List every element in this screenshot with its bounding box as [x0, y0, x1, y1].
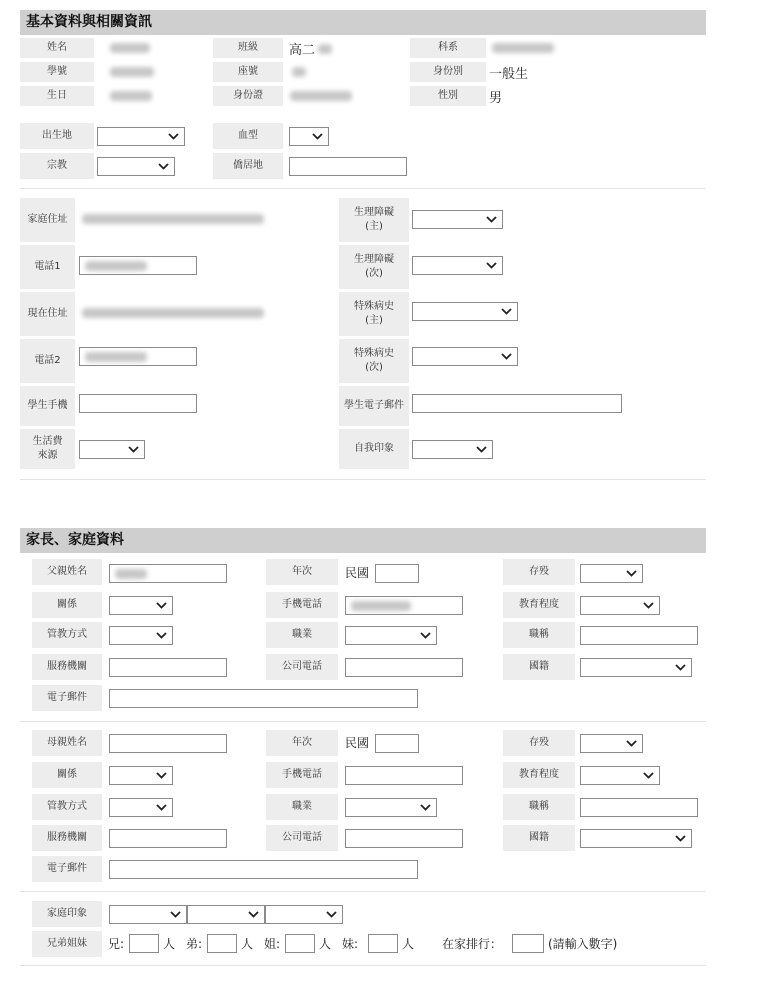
elder-sister-input[interactable] [285, 934, 315, 953]
chevron-down-icon [157, 158, 169, 175]
father-year-label: 年次 [266, 559, 338, 585]
father-company-phone-label: 公司電話 [266, 654, 338, 680]
home-address-value [82, 214, 264, 224]
identity-label: 身份別 [410, 62, 486, 82]
chevron-down-icon [325, 906, 337, 923]
younger-brother-input[interactable] [207, 934, 237, 953]
mother-job-title-input[interactable] [580, 798, 698, 817]
mother-relation-select[interactable] [109, 766, 173, 785]
disease-sub-label: 特殊病史(次) [339, 339, 409, 383]
family-section-title: 家長、家庭資料 [20, 528, 706, 553]
mother-name-input[interactable] [109, 734, 227, 753]
phone2-label: 電話2 [20, 339, 75, 383]
phone1-label: 電話1 [20, 245, 75, 289]
elder-brother-input[interactable] [129, 934, 159, 953]
class-number-value [318, 44, 332, 54]
birth-order-input[interactable] [512, 934, 544, 953]
father-nationality-label: 國籍 [503, 654, 575, 680]
birth-order-label: 在家排行： [442, 937, 503, 951]
divider [20, 891, 706, 892]
residence-input[interactable] [289, 157, 407, 176]
home-address-label: 家庭住址 [20, 198, 75, 242]
mother-employer-label: 服務機關 [32, 825, 102, 851]
chevron-down-icon [311, 128, 323, 145]
younger-sister-input[interactable] [368, 934, 398, 953]
father-year-input[interactable] [375, 564, 419, 583]
mother-email-input[interactable] [109, 860, 418, 879]
father-email-input[interactable] [109, 689, 418, 708]
father-alive-label: 存殁 [503, 559, 575, 585]
chevron-down-icon [169, 906, 181, 923]
chevron-down-icon [485, 257, 497, 274]
chevron-down-icon [155, 767, 167, 784]
father-job-select[interactable] [345, 626, 437, 645]
father-discipline-select[interactable] [109, 626, 173, 645]
chevron-down-icon [485, 211, 497, 228]
younger-brother-unit: 人 [241, 937, 254, 951]
mother-year-input[interactable] [375, 734, 419, 753]
father-relation-select[interactable] [109, 596, 173, 615]
chevron-down-icon [167, 128, 179, 145]
father-employer-input[interactable] [109, 658, 227, 677]
father-relation-label: 關係 [32, 592, 102, 618]
self-image-label: 自我印象 [339, 429, 409, 469]
student-id-value [110, 67, 154, 77]
mobile-input[interactable] [79, 394, 197, 413]
chevron-down-icon [500, 303, 512, 320]
father-year-prefix: 民國 [345, 566, 370, 580]
chevron-down-icon [155, 627, 167, 644]
blood-type-select[interactable] [289, 127, 329, 146]
chevron-down-icon [674, 659, 686, 676]
id-card-label: 身份證 [213, 86, 283, 106]
mother-job-title-label: 職稱 [503, 794, 575, 820]
chevron-down-icon [674, 830, 686, 847]
mobile-label: 學生手機 [20, 386, 75, 426]
younger-brother-label: 弟: [186, 937, 203, 951]
father-alive-select[interactable] [580, 564, 643, 583]
chevron-down-icon [475, 441, 487, 458]
family-image-select-1[interactable] [109, 905, 187, 924]
father-company-phone-input[interactable] [345, 658, 463, 677]
siblings-label: 兄弟姐妹 [32, 931, 102, 957]
gender-label: 性別 [410, 86, 486, 106]
phone2-input[interactable] [79, 347, 197, 366]
mother-year-prefix: 民國 [345, 736, 370, 750]
father-mobile-label: 手機電話 [266, 592, 338, 618]
elder-sister-label: 姐: [264, 937, 281, 951]
chevron-down-icon [500, 348, 512, 365]
divider [20, 965, 706, 966]
mother-alive-label: 存殁 [503, 730, 575, 756]
chevron-down-icon [642, 767, 654, 784]
mother-year-label: 年次 [266, 730, 338, 756]
chevron-down-icon [419, 799, 431, 816]
mother-nationality-select[interactable] [580, 829, 692, 848]
father-mobile-value [351, 601, 411, 611]
birth-order-hint: (請輸入數字) [548, 937, 618, 951]
class-value: 高二 [289, 42, 316, 58]
phone1-value [85, 261, 147, 271]
seat-value [292, 67, 306, 77]
birthplace-label: 出生地 [20, 123, 94, 149]
father-mobile-input[interactable] [345, 596, 463, 615]
father-education-select[interactable] [580, 596, 660, 615]
blood-label: 血型 [213, 123, 283, 149]
chevron-down-icon [127, 441, 139, 458]
student-id-label: 學號 [20, 62, 94, 82]
disability-main-label: 生理障礙(主) [339, 198, 409, 242]
elder-sister-unit: 人 [319, 937, 332, 951]
birthday-label: 生日 [20, 86, 94, 106]
living-source-label: 生活費來源 [20, 429, 75, 469]
name-label: 姓名 [20, 38, 94, 58]
gender-value: 男 [489, 90, 503, 106]
mother-alive-select[interactable] [580, 734, 643, 753]
father-email-label: 電子郵件 [32, 685, 102, 711]
birthplace-select[interactable] [97, 127, 185, 146]
father-discipline-label: 管教方式 [32, 622, 102, 648]
mother-job-label: 職業 [266, 794, 338, 820]
father-name-label: 父親姓名 [32, 559, 102, 585]
family-image-select-3[interactable] [265, 905, 343, 924]
disability-sub-label: 生理障礙(次) [339, 245, 409, 289]
father-job-title-input[interactable] [580, 626, 698, 645]
religion-label: 宗教 [20, 153, 94, 179]
father-name-input[interactable] [109, 564, 227, 583]
younger-sister-unit: 人 [402, 937, 415, 951]
mother-company-phone-input[interactable] [345, 829, 463, 848]
mother-discipline-select[interactable] [109, 798, 173, 817]
mother-education-select[interactable] [580, 766, 660, 785]
mother-mobile-input[interactable] [345, 766, 463, 785]
divider [20, 188, 706, 189]
mother-email-label: 電子郵件 [32, 856, 102, 882]
living-source-select[interactable] [79, 440, 145, 459]
student-email-input[interactable] [412, 394, 622, 413]
self-image-select[interactable] [412, 440, 493, 459]
father-nationality-select[interactable] [580, 658, 692, 677]
chevron-down-icon [625, 565, 637, 582]
chevron-down-icon [419, 627, 431, 644]
id-card-value [290, 91, 352, 101]
chevron-down-icon [247, 906, 259, 923]
identity-value: 一般生 [489, 66, 529, 82]
mother-mobile-label: 手機電話 [266, 762, 338, 788]
mother-relation-label: 關係 [32, 762, 102, 788]
father-name-value [115, 569, 147, 579]
divider [20, 721, 706, 722]
elder-brother-unit: 人 [163, 937, 176, 951]
disease-main-label: 特殊病史(主) [339, 292, 409, 336]
disease-sub-select[interactable] [412, 347, 518, 366]
phone1-input[interactable] [79, 256, 197, 275]
name-value [110, 43, 150, 53]
mother-company-phone-label: 公司電話 [266, 825, 338, 851]
student-email-label: 學生電子郵件 [339, 386, 409, 426]
mother-nationality-label: 國籍 [503, 825, 575, 851]
seat-label: 座號 [213, 62, 283, 82]
mother-job-select[interactable] [345, 798, 437, 817]
disability-sub-select[interactable] [412, 256, 503, 275]
chevron-down-icon [642, 597, 654, 614]
father-employer-label: 服務機關 [32, 654, 102, 680]
current-address-value [82, 308, 264, 318]
dept-label: 科系 [410, 38, 486, 58]
divider [20, 479, 706, 480]
disease-main-select[interactable] [412, 302, 518, 321]
father-job-label: 職業 [266, 622, 338, 648]
class-label: 班級 [213, 38, 283, 58]
birthday-value [110, 91, 152, 101]
elder-brother-label: 兄: [108, 937, 125, 951]
father-education-label: 教育程度 [503, 592, 575, 618]
chevron-down-icon [155, 799, 167, 816]
chevron-down-icon [155, 597, 167, 614]
phone2-value [85, 352, 147, 362]
religion-select[interactable] [97, 157, 175, 176]
mother-discipline-label: 管教方式 [32, 794, 102, 820]
basic-info-section-title: 基本資料與相關資訊 [20, 10, 706, 35]
younger-sister-label: 妹: [342, 937, 359, 951]
father-job-title-label: 職稱 [503, 622, 575, 648]
mother-education-label: 教育程度 [503, 762, 575, 788]
mother-name-label: 母親姓名 [32, 730, 102, 756]
mother-employer-input[interactable] [109, 829, 227, 848]
chevron-down-icon [625, 735, 637, 752]
residence-label: 僑居地 [213, 153, 283, 179]
current-address-label: 現在住址 [20, 292, 75, 336]
dept-value [492, 43, 554, 53]
family-image-select-2[interactable] [187, 905, 265, 924]
family-image-label: 家庭印象 [32, 901, 102, 927]
disability-main-select[interactable] [412, 210, 503, 229]
